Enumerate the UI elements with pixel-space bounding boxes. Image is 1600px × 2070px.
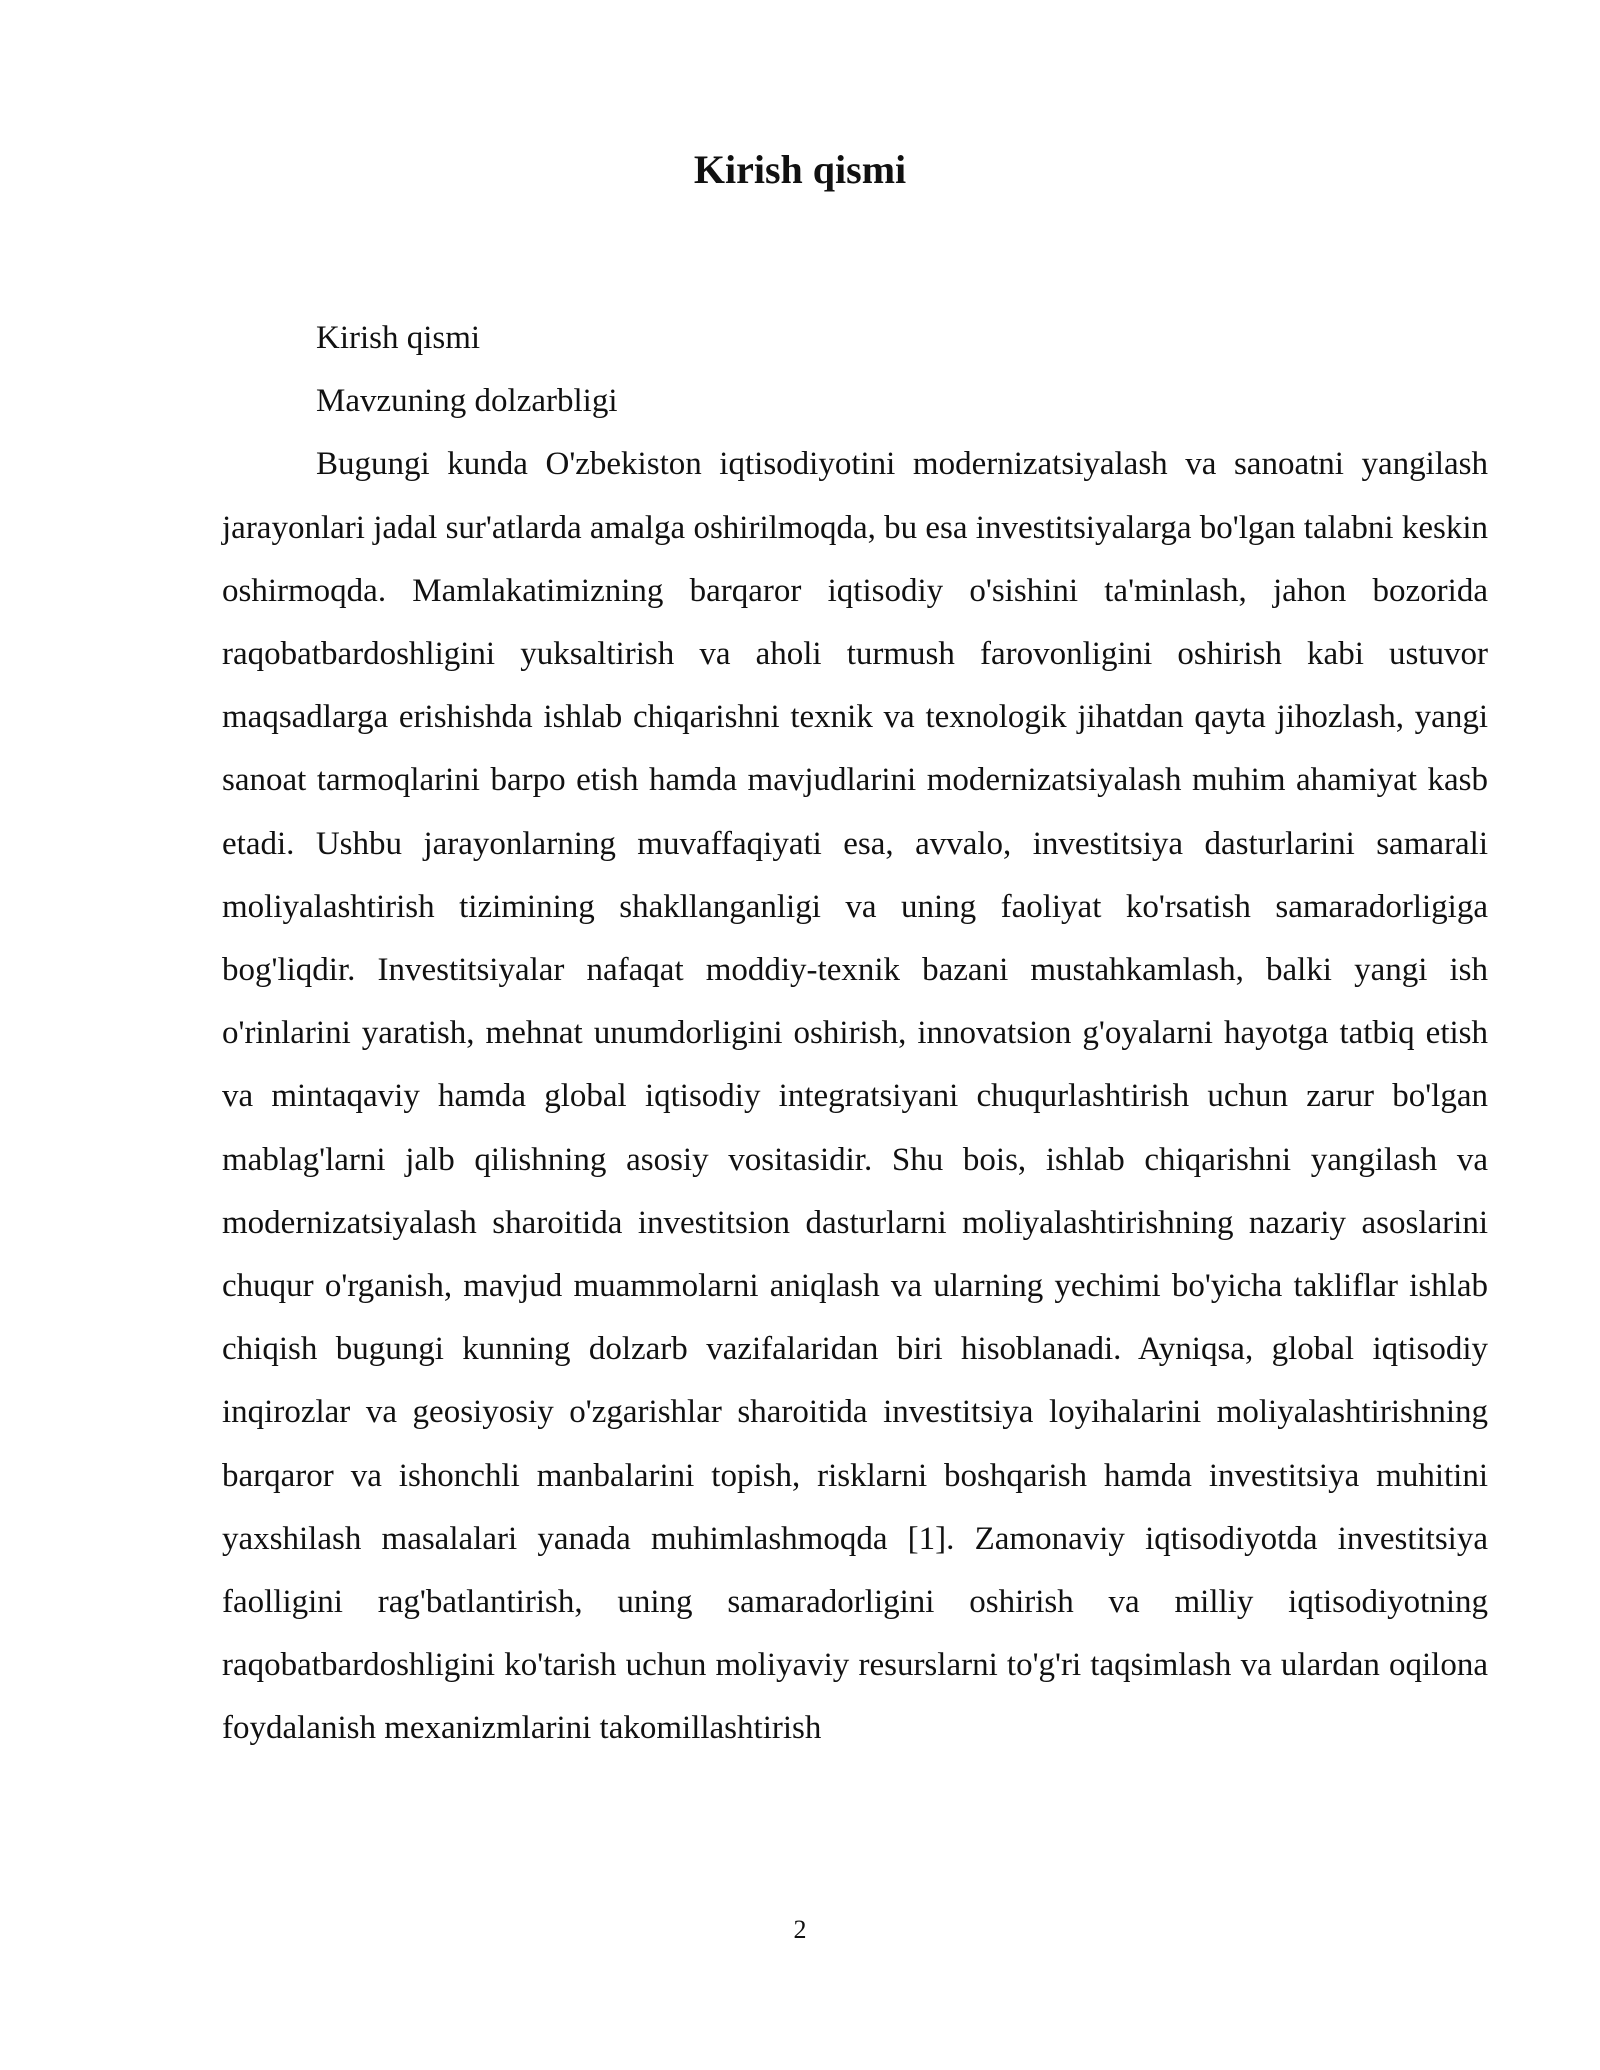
page-number: 2 xyxy=(793,1915,807,1944)
subsection-heading: Mavzuning dolzarbligi xyxy=(316,383,618,420)
page-title: Kirish qismi xyxy=(693,147,907,192)
body-text xyxy=(222,307,1488,1761)
body-paragraph: Bugungi kunda O'zbekiston iqtisodiyotini modernizatsiyalash va sanoatni yangilash jarayonlari jadal sur'atlarda amalga oshirilmoqda, bu esa investitsiyalarga bo'lgan talabni keskin oshirmoqda. Mamlakatimizning barqaror iqtisodiy o'sishini ta'minlash, jahon bozorida raqobatbardoshligini yuksaltirish va aholi turmush farovonligini oshirish kabi ustuvor maqsadlarga erishishda ishlab chiqarishni texnik va texnologik jihatdan qayta jihozlash, yangi sanoat tarmoqlarini barpo etish hamda mavjudlarini modernizatsiyalash muhim ahamiyat kasb etadi. Ushbu jarayonlarning muvaffaqiyati esa, avvalo, investitsiya dasturlarini samarali moliyalashtirish tizimining shakllanganligi va uning faoliyat ko'rsatish samaradorligiga bog'liqdir. Investitsiyalar nafaqat moddiy-texnik bazani mustahkamlash, balki yangi ish o'rinlarini yaratish, mehnat unumdorligini oshirish, innovatsion g'oyalarni hayotga tatbiq etish va mintaqaviy hamda global iqtisodiy integratsiyani chuqurlashtirish uchun zarur bo'lgan mablag'larni jalb qilishning asosiy vositasidir. Shu bois, ishlab chiqarishni yangilash va modernizatsiyalash sharoitida investitsion dasturlarni moliyalashtirishning nazariy asoslarini chuqur o'rganish, mavjud muammolarni aniqlash va ularning yechimi bo'yicha takliflar ishlab chiqish bugungi kunning dolzarb vazifalaridan biri hisoblanadi. Ayniqsa, global iqtisodiy inqirozlar va geosiyosiy o'zgarishlar sharoitida investitsiya loyihalarini moliyalashtirishning barqaror va ishonchli manbalarini topish, risklarni boshqarish hamda investitsiya muhitini yaxshilash masalalari yanada muhimlashmoqda [1]. Zamonaviy iqtisodiyotda investitsiya faolligini rag'batlantirish, uning samaradorligini oshirish va milliy iqtisodiyotning raqobatbardoshligini ko'tarish uchun moliyaviy resurslarni to'g'ri taqsimlash va ulardan oqilona foydalanish mexanizmlarini takomillashtirish xyxy=(222,446,1488,1747)
section-heading: Kirish qismi xyxy=(316,320,481,356)
